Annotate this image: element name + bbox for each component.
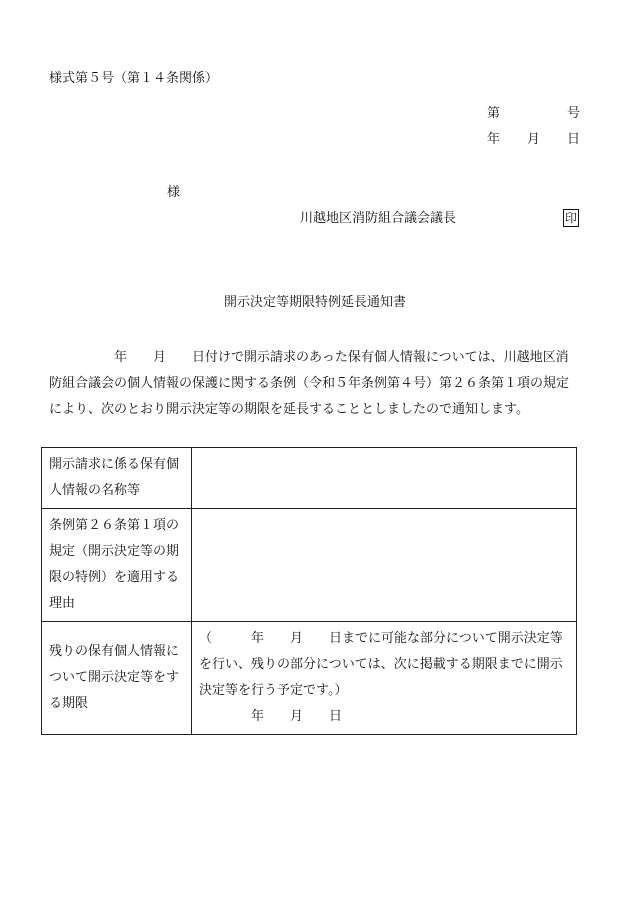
doc-number-suffix: 号 — [567, 106, 581, 121]
row-value-reason — [192, 509, 577, 622]
table-row — [42, 509, 577, 622]
row-value-request-name — [192, 448, 577, 509]
form-number: 様式第５号（第１４条関係） — [49, 71, 219, 86]
addressee-honorific: 様 — [167, 185, 181, 200]
body-text-line-1: 年 月 日付けで開示請求のあった保有個人情報については、川越地区消 — [114, 350, 569, 365]
row-label-reason: 条例第２６条第１項の規定（開示決定等の期限の特例）を適用する理由 — [42, 509, 192, 622]
deadline-text-line-3: 決定等を行う予定です。） — [199, 683, 348, 698]
row-label-deadline: 残りの保有個人情報について開示決定等をする期限 — [42, 622, 192, 735]
deadline-date: 年 月 日 — [251, 709, 343, 724]
row-label-request-name: 開示請求に係る保有個人情報の名称等 — [42, 448, 192, 509]
sender-name: 川越地区消防組合議会議長 — [300, 211, 457, 226]
seal-stamp: 印 — [564, 211, 577, 225]
doc-number-prefix: 第 — [487, 106, 501, 121]
deadline-text-line-2: を行い、残りの部分については、次に掲載する期限までに開示 — [199, 657, 563, 672]
row-value-deadline — [192, 622, 577, 735]
table-row — [42, 622, 577, 735]
date-year-label: 年 — [487, 132, 501, 147]
table-row — [42, 448, 577, 509]
deadline-text-line-1: （ 年 月 日までに可能な部分について開示決定等 — [199, 631, 563, 646]
date-month-label: 月 — [527, 132, 541, 147]
info-table — [41, 447, 577, 735]
document-title: 開示決定等期限特例延長通知書 — [223, 295, 406, 310]
date-day-label: 日 — [567, 132, 581, 147]
body-text-line-3: により、次のとおり開示決定等の期限を延長することとしましたので通知します。 — [49, 402, 529, 417]
body-text-line-2: 防組合議会の個人情報の保護に関する条例（令和５年条例第４号）第２６条第１項の規定 — [49, 376, 570, 391]
